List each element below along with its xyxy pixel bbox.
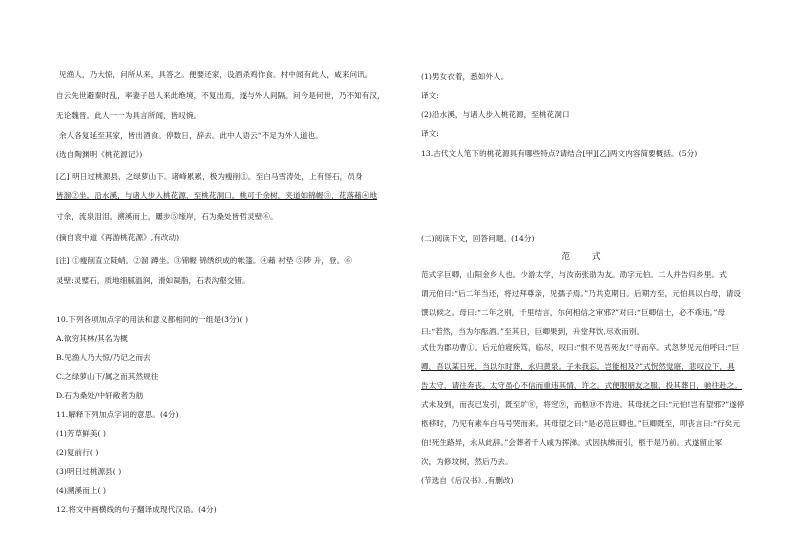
passage-line: 式仕为郡功曹①。后元伯寝疾笃，临尽，叹曰:“恨不见吾死友!”寻而卒。式忽梦见元伯呼曰:“巨 [421,343,740,352]
passage-line [421,362,735,372]
passage-a-line: 余人各复延至其家，皆出酒食。停数日，辞去。此中人语云“不足为外人道也。 [59,131,323,140]
notes-line: [注] ①瘦削直立陡峭。②溜 蹲坐。③锦幄 锦绣织成的帐篷。④藉 衬垫 ⑤陟 升，登。⑥ [56,256,352,265]
passage-line: 伯!死生路异，永从此辞。”会葬者千人咸为挥涕。式因执绋而引，柩于是乃前。式遂留止冢 [421,438,723,447]
translation-item: (1)男女衣着，悉如外人。 [421,72,509,81]
passage-b-line [56,191,377,201]
q11-item: (3)明日过桃源县( ) [56,467,122,476]
translation-label: 译文: [421,91,439,100]
passage-line: 曰:“若然，当为尔酝酒。”至其日，巨卿果到，升堂拜饮,尽欢而别。 [421,327,645,336]
passage-title: 范式 [561,252,623,262]
underlined-sentence: 皆溜②坐。沿水溪，与诸人步入桃花源，至桃花洞口。桃可千余树，夹道如锦幄③，花落藉④地 [56,191,378,200]
q11-item: (2)复前行( ) [56,448,99,457]
q10-option: C.之绿萝山下/属之而其然规往 [56,372,159,381]
passage-line [421,381,742,391]
passage-line: 谓元伯曰:“后二年当还，将过拜尊亲，见孺子焉。”乃共克期日。后期方至，元伯具以白母，请设 [421,289,742,298]
passage-a-line: 见渔人，乃大惊，问所从来，具答之。便要还家，设酒杀鸡作食。村中闻有此人，咸来问讯。 [59,70,373,79]
passage-line: 次，为修坟树，然后乃去。 [421,457,513,466]
q10-option: D.石为桑处/中轩敞者为舫 [56,391,144,400]
question-13: 13.古代文人笔下的桃花源具有哪些特点?请结合[甲][乙]两文内容简要概括。(5分) [421,149,698,158]
passage-b-line: [乙] 明日过桃源县，之绿萝山下。诸峰累累，极为瘦削①。至白马雪涛处，上有怪石，员身 [56,172,363,181]
passage-a-source: (选自陶渊明《桃花源记》) [56,150,143,159]
passage-b-source: (摘自袁中道《再游桃花源》,有改动) [56,233,180,242]
passage-a-line: 自云先世避秦时乱，率妻子邑人来此绝境，不复出焉，遂与外人间隔。问今是何世，乃不知有汉， [56,91,385,100]
question-11: 11.解释下列加点字词的意思。(4分) [56,410,179,419]
section-heading: (二)阅读下文，回答问题。(14分) [421,234,535,243]
passage-line: 柩移时，乃见有素车白马号哭而来。其母望之曰:“是必范巨卿也。”巨卿既至，叩丧言曰:“行矣元 [421,419,740,428]
passage-line: 式未及到，而丧已发引，既至圹⑧，将窆⑨，而柩⑩不肯进。其母抚之曰:“元伯!岂有望邪?”遂停 [421,400,745,409]
q10-option: A.欲穷其林/其名为概 [56,334,128,343]
q11-item: (4)溯溪而上( ) [56,486,106,495]
q11-item: (1)芳草鲜美( ) [56,429,106,438]
notes-line: 灵壁:灵璧石，质地细腻温润，滑如凝脂，石表沟壑交错。 [56,276,250,285]
passage-line: 馔以候之。母曰:“二年之别，千里结言，尔何相信之审邪?”对曰:“巨卿信士，必不乖违。”母 [421,308,726,317]
q10-option: B.见渔人乃大惊/乃记之而去 [56,353,151,362]
question-12: 12.将文中画横线的句子翻译成现代汉语。(4分) [56,505,217,514]
underlined-sentence: 告太守，请往奔丧。太守虽心不信而重违其情，许之。式便服朋友之服，投其葬日，驰往赴之。 [421,381,743,390]
translation-item: (2)沿水溪，与诸人步入桃花源，至桃花洞口 [421,110,570,119]
question-10: 10.下列各项加点字的用法和意义都相同的一组是(3分)( ) [56,315,249,324]
passage-source: (节选自《后汉书》,有删改) [421,476,514,485]
passage-line: 范式字巨卿，山阳金乡人也。少游太学，与汝南张劭为友。劭字元伯。二人并告归乡里。式 [421,270,727,279]
passage-b-line: 寸余，流泉泪泪。溯溪而上，屢步⑤缘岸，石为桑处皆哲灵壁⑥。 [56,212,278,221]
underlined-sentence: 卿，吾以某日死，当以尔时葬，永归黄泉。子未我忘，岂能相及?”式怳然觉寤，悲叹泣下，具 [421,362,735,371]
translation-label: 译文: [421,129,439,138]
passage-a-line: 无论魏晋。此人一一为具言所闻，皆叹惋。 [56,111,202,120]
